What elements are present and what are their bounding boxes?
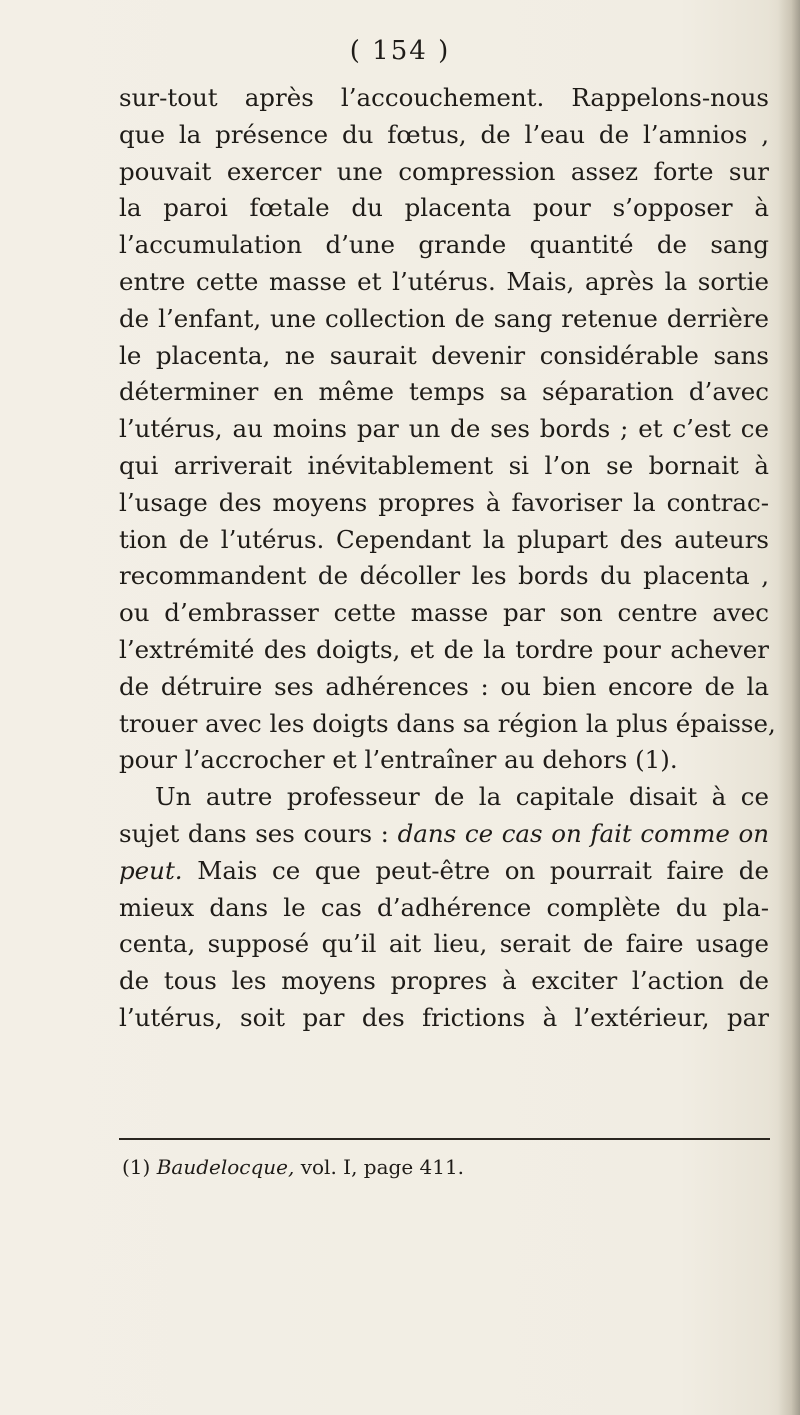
text-line: l’usage des moyens propres à favoriser la contrac-	[119, 487, 769, 517]
text-line: trouer avec les doigts dans sa région la plus épaisse,	[119, 708, 776, 738]
text-line: que la présence du fœtus, de l’eau de l’amnios ,	[119, 119, 769, 149]
text-line: tion de l’utérus. Cependant la plupart des auteurs	[119, 524, 769, 554]
text-line: ou d’embrasser cette masse par son centre avec	[119, 598, 769, 628]
text-line: l’accumulation d’une grande quantité de sang	[119, 230, 769, 260]
text-line: le placenta, ne saurait devenir considérable sans	[119, 340, 769, 370]
text-line: de l’enfant, une collection de sang retenue derrière	[119, 303, 769, 333]
text-line-with-italic	[119, 853, 769, 890]
text-line: la paroi fœtale du placenta pour s’opposer à	[119, 193, 769, 223]
footnote-marker: (1)	[122, 1155, 151, 1179]
text-line-with-italic	[119, 816, 769, 853]
text-line: de tous les moyens propres à exciter l’action de	[119, 966, 769, 996]
body-text	[119, 80, 776, 1037]
footnote	[122, 1152, 762, 1182]
text-line: mieux dans le cas d’adhérence complète du pla-	[119, 892, 769, 922]
footnote-author: Baudelocque,	[156, 1155, 295, 1179]
text-line: l’utérus, au moins par un de ses bords ; et c’est ce	[119, 414, 769, 444]
page-number-header: ( 154 )	[349, 36, 451, 66]
text-line: recommandent de décoller les bords du placenta ,	[119, 561, 769, 591]
italic-quote: peut.	[119, 855, 183, 885]
text-line: qui arriverait inévitablement si l’on se bornait à	[119, 450, 769, 480]
text-line: l’utérus, soit par des frictions à l’extérieur, par	[119, 1002, 769, 1032]
footnote-reference: vol. I, page 411.	[300, 1155, 465, 1179]
paragraph-start-line: Un autre professeur de la capitale disait à ce	[155, 782, 769, 812]
text-span: Mais ce que peut-être on pourrait faire de	[182, 855, 769, 885]
page-edge-shadow	[778, 0, 800, 1415]
text-line: entre cette masse et l’utérus. Mais, après la sortie	[119, 266, 769, 296]
italic-quote: dans ce cas on fait comme on	[397, 818, 769, 848]
text-line: l’extrémité des doigts, et de la tordre pour achever	[119, 634, 769, 664]
text-line: déterminer en même temps sa séparation d’avec	[119, 377, 769, 407]
text-line: sur-tout après l’accouchement. Rappelons-nous	[119, 83, 769, 112]
text-line: pouvait exercer une compression assez forte sur	[119, 156, 769, 186]
text-line: de détruire ses adhérences : ou bien encore de la	[119, 671, 769, 701]
paragraph-end-line: pour l’accrocher et l’entraîner au dehors (1).	[119, 745, 678, 775]
footnote-divider	[119, 1138, 770, 1140]
text-line: centa, supposé qu’il ait lieu, serait de faire usage	[119, 929, 769, 959]
text-span: sujet dans ses cours :	[119, 818, 398, 848]
